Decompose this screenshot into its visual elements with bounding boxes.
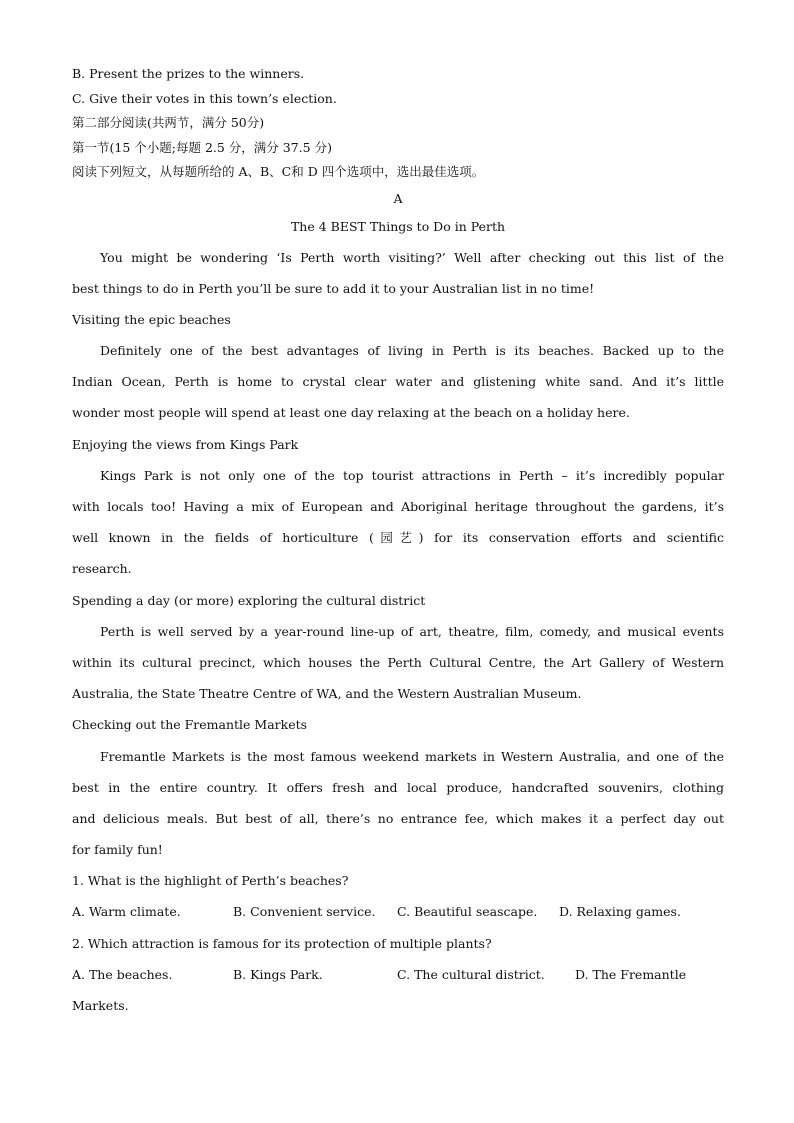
paragraph-line: Fremantle Markets is the most famous weekend markets in Western Australia, and one of the [100,748,724,764]
paragraph-line: Australia, the State Theatre Centre of WA, and the Western Australian Museum. [72,686,582,702]
part-title: 第二部分阅读(共两节，满分 50分) [72,115,265,130]
section-heading: Visiting the epic beaches [72,311,231,327]
instruction: 阅读下列短文，从每题所给的 A、B、C和 D 四个选项中，选出最佳选项。 [72,164,485,179]
paragraph-line: for family fun! [72,842,163,858]
passage-label: A [393,190,403,206]
paragraph-line: best things to do in Perth you’ll be sure to add it to your Australian list in no time! [72,280,595,296]
paragraph-line: Perth is well served by a year-round line-up of art, theatre, film, comedy, and musical events [100,623,724,639]
paragraph-line: and delicious meals. But best of all, there’s no entrance fee, which makes it a perfect day out [72,810,724,826]
paragraph-line: within its cultural precinct, which houses the Perth Cultural Centre, the Art Gallery of Western [72,654,724,670]
option-line: B. Present the prizes to the winners. [72,66,305,81]
paragraph-line: You might be wondering ‘Is Perth worth visiting?’ Well after checking out this list of the [100,249,724,265]
answer-option: D. The Fremantle [575,966,687,982]
option-continuation: Markets. [72,998,129,1013]
answer-option: B. Convenient service. [233,904,376,920]
paragraph-line: Definitely one of the best advantages of living in Perth is its beaches. Backed up to the [100,343,724,359]
answer-option: B. Kings Park. [233,966,323,982]
section-heading: Enjoying the views from Kings Park [72,436,299,452]
question-options [72,896,724,927]
paragraph-line: best in the entire country. It offers fresh and local produce, handcrafted souvenirs, clothing [72,779,724,795]
answer-option: C. Beautiful seascape. [397,904,538,920]
paragraph-line: research. [72,561,132,577]
answer-option: D. Relaxing games. [559,904,681,920]
paragraph-line: Kings Park is not only one of the top tourist attractions in Perth – it’s incredibly popular [100,467,724,483]
paragraph-line: well known in the fields of horticulture (园艺) for its conservation efforts and scientific [72,530,724,546]
question-options [72,959,724,990]
passage-title: The 4 BEST Things to Do in Perth [290,218,506,234]
paragraph-line: with locals too! Having a mix of European and Aboriginal heritage throughout the gardens, it’s [72,499,724,514]
question-stem: 1. What is the highlight of Perth’s beaches? [72,873,349,889]
section-heading: Checking out the Fremantle Markets [72,717,308,733]
section-heading: Spending a day (or more) exploring the cultural district [72,592,426,608]
exam-page [72,62,724,1021]
answer-option: A. Warm climate. [72,904,181,920]
subsection-title: 第一节(15 个小题;每题 2.5 分，满分 37.5 分) [72,139,332,155]
paragraph-line: Indian Ocean, Perth is home to crystal clear water and glistening white sand. And it’s little [72,374,724,390]
answer-option: A. The beaches. [72,966,173,982]
answer-option: C. The cultural district. [397,966,545,982]
question-stem: 2. Which attraction is famous for its protection of multiple plants? [72,935,492,951]
paragraph-line: wonder most people will spend at least one day relaxing at the beach on a holiday here. [72,405,630,421]
option-line: C. Give their votes in this town’s election. [72,90,337,106]
